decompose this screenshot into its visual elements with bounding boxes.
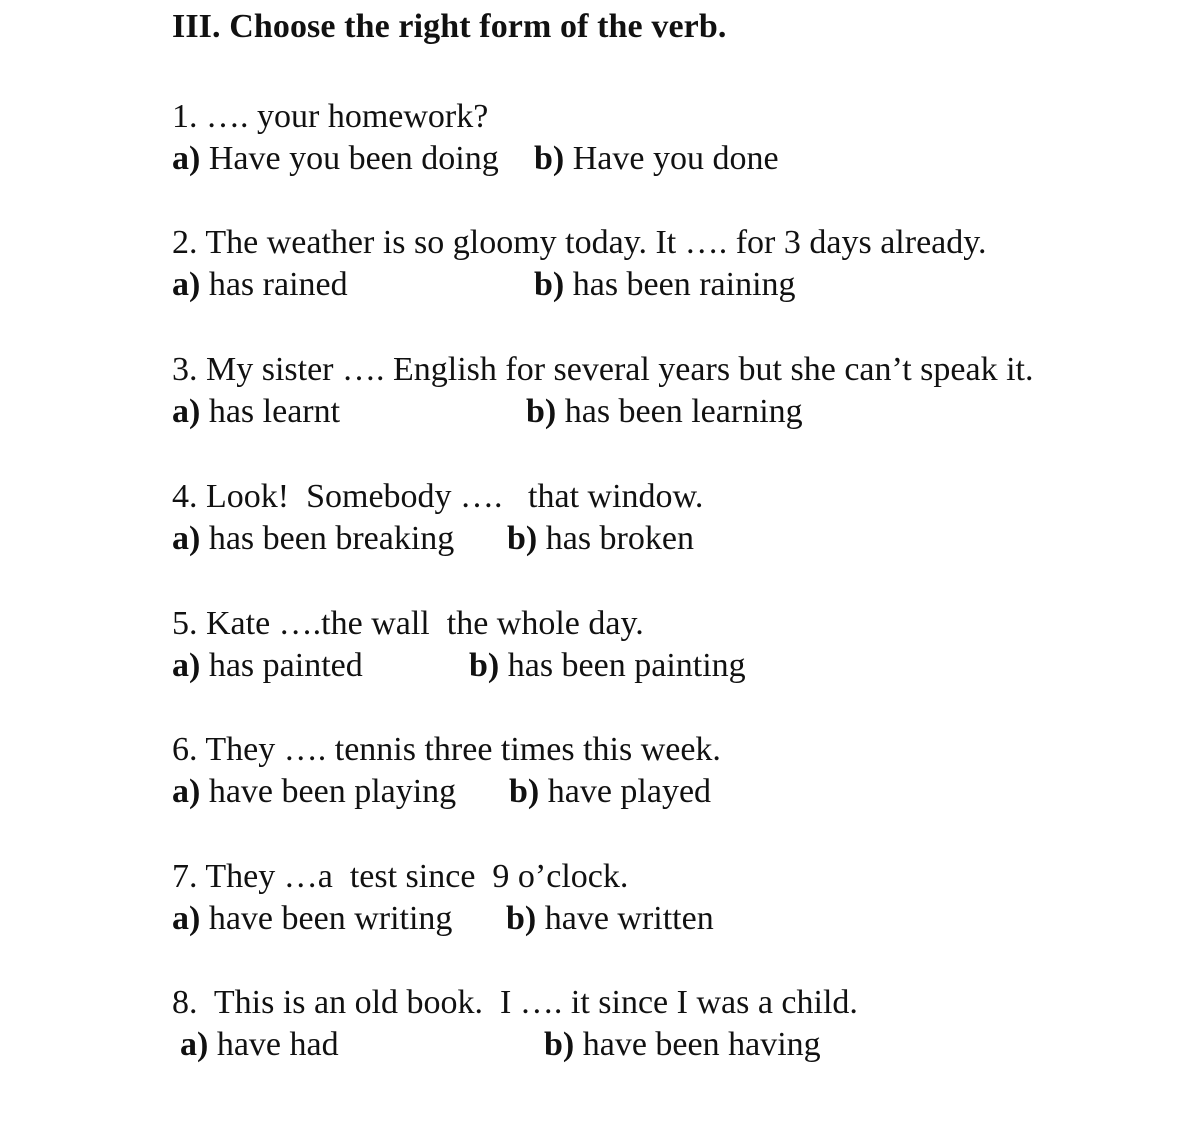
option-b-text: have been having: [582, 1026, 821, 1063]
question-item-7: [172, 856, 1172, 940]
option-b[interactable]: [507, 518, 694, 560]
option-b-text: has been raining: [572, 266, 796, 303]
answer-options: [172, 898, 1172, 940]
option-a-text: has learnt: [208, 393, 341, 430]
option-a[interactable]: [172, 645, 363, 687]
option-a[interactable]: [172, 518, 454, 560]
option-a-marker: a): [180, 1026, 209, 1063]
option-b[interactable]: [534, 264, 796, 306]
option-b[interactable]: [469, 645, 746, 687]
option-a[interactable]: [172, 771, 456, 813]
option-a-marker: a): [172, 900, 201, 937]
option-a-marker: a): [172, 140, 201, 177]
question-item-2: [172, 222, 1172, 306]
answer-options: [172, 771, 1172, 813]
exercise-title: III. Choose the right form of the verb.: [172, 8, 727, 45]
answer-options: [172, 391, 1172, 433]
option-a-text: has been breaking: [208, 520, 455, 557]
question-text: 6. They …. tennis three times this week.: [172, 731, 721, 768]
answer-options: [172, 264, 1172, 306]
option-b-text: have written: [544, 900, 714, 937]
question-text: 2. The weather is so gloomy today. It …. for 3 days already.: [172, 224, 987, 261]
answer-options: [172, 645, 1172, 687]
question-item-3: [172, 349, 1172, 433]
option-b-marker: b): [534, 266, 565, 303]
question-text: 7. They …a test since 9 o’clock.: [172, 858, 629, 895]
question-item-4: [172, 476, 1172, 560]
option-b-text: has been learning: [564, 393, 803, 430]
question-item-6: [172, 729, 1172, 813]
option-a[interactable]: [172, 264, 348, 306]
option-a[interactable]: [172, 391, 340, 433]
option-a-marker: a): [172, 647, 201, 684]
option-b[interactable]: [544, 1024, 821, 1066]
option-b-marker: b): [544, 1026, 575, 1063]
answer-options: [172, 138, 1172, 180]
option-a-text: Have you been doing: [208, 140, 499, 177]
option-b[interactable]: [526, 391, 803, 433]
option-a[interactable]: [180, 1024, 339, 1066]
option-b-marker: b): [534, 140, 565, 177]
option-b[interactable]: [506, 898, 714, 940]
option-b-marker: b): [507, 520, 538, 557]
option-a-text: have been writing: [208, 900, 453, 937]
question-item-8: [172, 982, 1172, 1066]
question-item-1: [172, 96, 1172, 180]
option-b-marker: b): [506, 900, 537, 937]
option-a-text: has rained: [208, 266, 348, 303]
question-text: 4. Look! Somebody …. that window.: [172, 478, 704, 515]
option-b-text: has broken: [545, 520, 694, 557]
answer-options: [172, 1024, 1172, 1066]
question-text: 1. …. your homework?: [172, 98, 489, 135]
option-a-marker: a): [172, 773, 201, 810]
option-b-text: Have you done: [572, 140, 779, 177]
option-b-marker: b): [509, 773, 540, 810]
option-b-marker: b): [526, 393, 557, 430]
option-a-marker: a): [172, 520, 201, 557]
option-a[interactable]: [172, 898, 452, 940]
option-a-text: has painted: [208, 647, 363, 684]
option-a-text: have had: [216, 1026, 339, 1063]
option-b-marker: b): [469, 647, 500, 684]
option-b-text: has been painting: [507, 647, 746, 684]
option-a-marker: a): [172, 266, 201, 303]
option-b[interactable]: [534, 138, 779, 180]
question-text: 3. My sister …. English for several years but she can’t speak it.: [172, 351, 1034, 388]
question-item-5: [172, 603, 1172, 687]
option-a-text: have been playing: [208, 773, 457, 810]
option-b[interactable]: [509, 771, 711, 813]
question-text: 8. This is an old book. I …. it since I was a child.: [172, 984, 858, 1021]
option-b-text: have played: [547, 773, 712, 810]
answer-options: [172, 518, 1172, 560]
option-a[interactable]: [172, 138, 499, 180]
question-text: 5. Kate ….the wall the whole day.: [172, 605, 644, 642]
option-a-marker: a): [172, 393, 201, 430]
